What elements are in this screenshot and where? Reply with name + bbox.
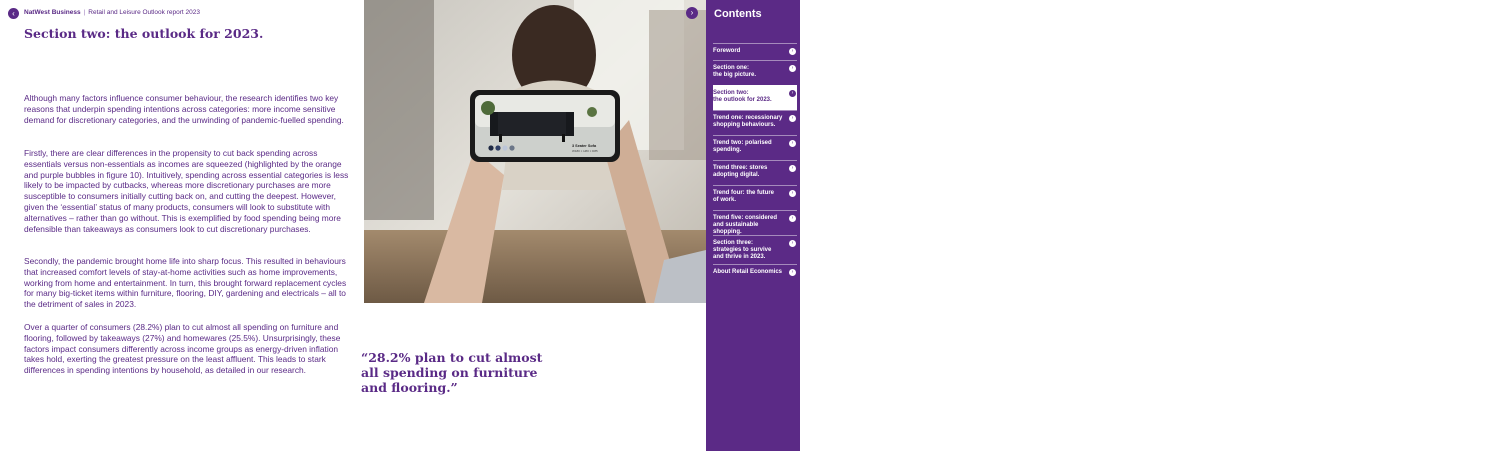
toc-item-label: Trend one: recessionary shopping behaviours. bbox=[713, 115, 783, 128]
toc-item-section-one[interactable] bbox=[713, 60, 797, 85]
hero-photo bbox=[364, 0, 706, 303]
running-head-text bbox=[24, 9, 200, 16]
contents-sidebar bbox=[706, 0, 1499, 451]
next-page-button[interactable] bbox=[686, 7, 698, 19]
color-swatch bbox=[495, 145, 500, 150]
chevron-right-icon: › bbox=[789, 115, 796, 122]
toc-item-section-two[interactable] bbox=[713, 85, 797, 110]
toc-item-label: Section three: strategies to survive and thrive in 2023. bbox=[713, 240, 772, 260]
toc-item-label: Trend three: stores adopting digital. bbox=[713, 165, 768, 178]
phone-subcaption: W180 × H80 × D85 bbox=[572, 149, 598, 153]
report-page bbox=[0, 0, 706, 451]
running-header bbox=[0, 0, 360, 24]
chevron-right-icon: › bbox=[789, 65, 796, 72]
chevron-right-icon: › bbox=[789, 90, 796, 97]
toc-item-label: Foreword bbox=[713, 48, 741, 54]
chevron-right-icon: › bbox=[789, 48, 796, 55]
chevron-right-icon: › bbox=[789, 190, 796, 197]
toc-item-trend-four[interactable] bbox=[713, 185, 797, 210]
color-swatch bbox=[509, 145, 514, 150]
brand-name: NatWest Business bbox=[24, 9, 81, 16]
pull-quote: “28.2% plan to cut almost all spending on furniture and flooring.” bbox=[361, 350, 543, 395]
chevron-right-icon: › bbox=[789, 140, 796, 147]
chevron-right-icon: › bbox=[789, 269, 796, 276]
toc-item-section-three[interactable] bbox=[713, 235, 797, 264]
toc-item-label: Trend two: polarised spending. bbox=[713, 140, 772, 153]
chevron-left-icon: ‹ bbox=[12, 9, 15, 18]
toc-item-trend-five[interactable] bbox=[713, 210, 797, 235]
body-paragraph: Although many factors influence consumer behaviour, the research identifies two key reasons that underpin spending intentions across categories: more income sensitive demand for discretionary categories, and the unwinding of pandemic-fuelled spending. bbox=[24, 93, 344, 125]
toc-item-trend-three[interactable] bbox=[713, 160, 797, 185]
chevron-right-icon: › bbox=[789, 240, 796, 247]
header-separator: | bbox=[83, 9, 86, 16]
page-number: 14 bbox=[1492, 433, 1499, 440]
body-paragraph: Over a quarter of consumers (28.2%) plan to cut almost all spending on furniture and flooring, followed by takeaways (27%) and homewares (25.5%). Unsurprisingly, these factors impact consumers differently across income groups as energy-driven inflation takes hold, exerting the greatest pressure on the least affluent. This leads to stark differences in spending intentions by household, as detailed in our research. bbox=[24, 322, 341, 376]
contents-heading: Contents bbox=[714, 8, 762, 20]
previous-page-button[interactable] bbox=[8, 8, 19, 19]
toc-item-trend-two[interactable] bbox=[713, 135, 797, 160]
toc-item-about-retail-economics[interactable] bbox=[713, 264, 797, 281]
chevron-right-icon: › bbox=[789, 165, 796, 172]
phone-caption: 3 Seater Sofa bbox=[572, 144, 597, 148]
toc-item-trend-one[interactable] bbox=[713, 110, 797, 135]
report-name: Retail and Leisure Outlook report 2023 bbox=[88, 9, 200, 16]
color-swatch bbox=[488, 145, 493, 150]
toc-item-label: Trend five: considered and sustainable shopping. bbox=[713, 215, 778, 235]
body-paragraph: Firstly, there are clear differences in the propensity to cut back spending across essentials versus non-essentials as incomes are squeezed (highlighted by the orange and purple bubbles in figure 10). Intuitively, spending across essential categories is less likely to be impacted by cutbacks, whereas more discretionary purchases are more susceptible to consumers initially cutting back on, and cutting the deepest. However, given the ‘essential’ status of many products, consumers will look to substitute with alternatives – rather than go without. This is exemplified by food spending being more defensible than takeaways as consumers look to cut discretionary purchases. bbox=[24, 148, 349, 234]
page-title: Section two: the outlook for 2023. bbox=[24, 26, 264, 41]
phone-ar-sofa-photo bbox=[364, 0, 706, 303]
body-paragraph: Secondly, the pandemic brought home life into sharp focus. This resulted in behaviours that increased comfort levels of stay-at-home activities such as home improvements, working from home and entertainment. In turn, this brought forward replacement cycles for many big-ticket items within furniture, flooring, DIY, gardening and electricals – all to the detriment of sales in 2023. bbox=[24, 256, 347, 310]
chevron-right-icon: › bbox=[789, 215, 796, 222]
toc-item-label: Trend four: the future of work. bbox=[713, 190, 774, 203]
color-swatch bbox=[502, 145, 507, 150]
toc-item-label: Section two: the outlook for 2023. bbox=[713, 90, 772, 103]
toc-item-foreword[interactable] bbox=[713, 43, 797, 60]
toc-item-label: About Retail Economics bbox=[713, 269, 783, 275]
chevron-right-icon: › bbox=[690, 8, 694, 17]
toc-item-label: Section one: the big picture. bbox=[713, 65, 757, 78]
